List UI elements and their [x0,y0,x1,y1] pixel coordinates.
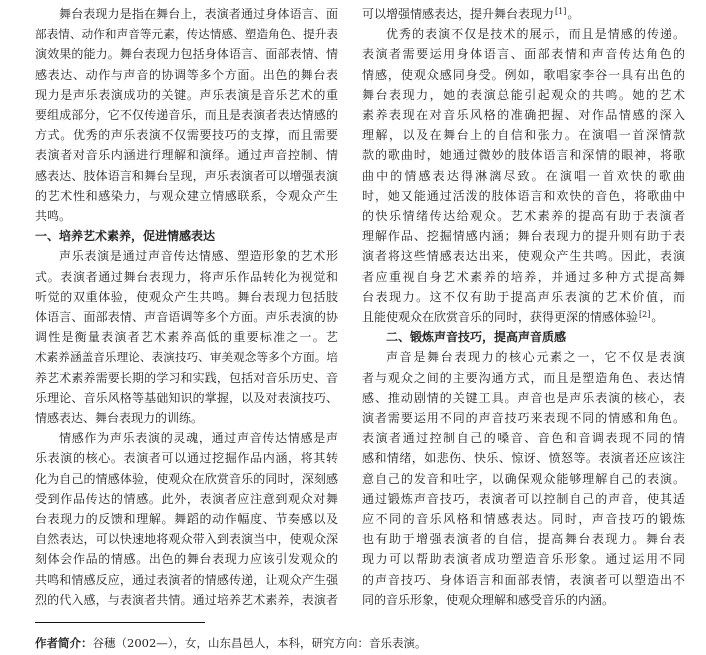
author-note [35,634,685,652]
line-punctuation: 。 [567,7,580,21]
text-line: 乐表演的核心。表演者可以通过挖掘作品内涵，将其转 [35,451,338,466]
text-line: 乐理论、音乐风格等基础知识的掌握，以及对表演技巧、 [35,390,338,405]
text-line: 者与观众之间的主要沟通方式，而且是塑造角色、表达情 [362,370,685,385]
text-line: 部表情、动作和声音等元素，传达情感、塑造角色、提升表 [35,27,338,42]
text-line: 情感表达、舞台表现力的训练。 [35,411,204,426]
paragraph-intro [35,4,338,226]
text-line: 优秀的表演不仅是技术的展示，而且是情感的传递。 [386,27,685,42]
text-line: 情感作为声乐表演的灵魂，通过声音传达情感是声 [59,431,338,446]
section-heading-2: 二、锻炼声音技巧，提高声音质感 [386,330,567,345]
text-line: 款的歌曲时，她通过微妙的肢体语言和深情的眼神，将歌 [362,148,685,163]
line-punctuation: 。 [651,310,664,325]
text-line: 者应重视自身艺术素养的培养，并通过多种方式提高舞 [362,269,685,284]
text-line: 感表达、肢体语言和舞台呈现，声乐表演者可以增强表演 [35,168,338,183]
right-column [362,4,685,610]
text-line: 素养表现在对音乐风格的准确把握、对作品情感的深入 [362,108,685,123]
text-line: 理解，以及在舞台上的自信和张力。在演唱一首深情款 [362,128,685,143]
paragraph-art-literacy [35,246,338,428]
text-line: 共鸣。 [35,209,72,224]
footnote-rule [35,622,205,623]
text-line: 自然表达，可以快速地将观众带入到表演当中，使观众深 [35,532,338,547]
line-text: 可以增强情感表达，提升舞台表现力 [362,7,555,21]
text-line: 舞台表现力，她的表演总能引起观众的共鸣。她的艺术 [362,87,685,102]
text-line: 台表现力。这不仅有助于提高声乐表演的艺术价值，而 [362,289,685,304]
text-line: 演效果的能力。舞台表现力包括身体语言、面部表情、情 [35,47,338,62]
text-line: 舞台表现力是指在舞台上，表演者通过身体语言、面 [59,7,338,21]
citation-marker: [1] [555,7,567,16]
text-line: 方式。优秀的声乐表演不仅需要技巧的支撑，而且需要 [35,128,338,143]
text-line: 体语言、面部表情、声音语调等多个方面。声乐表演的协 [35,310,338,325]
text-line: 式。表演者通过舞台表现力，将声乐作品转化为视觉和 [35,269,338,284]
author-note-label: 作者简介： [35,636,93,650]
text-line: 的声音技巧、身体语言和面部表情，表演者可以塑造出不 [362,572,685,587]
text-line: 意自己的发音和吐字，以确保观众能够理解自己的表演。 [362,471,685,486]
text-line: 也有助于增强表演者的自信，提高舞台表现力。舞台表 [362,532,685,547]
line-text: 且能使观众在欣赏音乐的同时，获得更深的情感体验 [362,310,639,325]
text-line: 化为自己的情感体验，使观众在欣赏音乐的同时，深刻感 [35,471,338,486]
text-line: 通过锻炼声音技巧，表演者可以控制自己的声音，使其适 [362,491,685,506]
text-line: 现力是声乐表演成功的关键。声乐表演是音乐艺术的重 [35,87,338,102]
author-note-text: 谷穗（2002—），女，山东昌邑人，本科，研究方向：音乐表演。 [92,636,427,650]
paragraph-performance-example [362,24,685,327]
text-line: 术素养涵盖音乐理论、表演技巧、审美观念等多个方面。培 [35,350,338,365]
text-line: 曲中的情感表达得淋漓尽致。在演唱一首欢快的歌曲 [362,168,685,183]
text-line: 感表达、动作与声音的协调等多个方面。出色的舞台表 [35,67,338,82]
text-line: 共鸣和情感反应，通过表演者的情感传递，让观众产生强 [35,572,338,587]
text-line: 演者需要运用不同的声音技巧来表现不同的情感和角色。 [362,411,685,426]
text-line: 刻体会作品的情感。出色的舞台表现力应该引发观众的 [35,552,338,567]
text-line [362,307,685,327]
citation-marker: [2] [639,310,651,320]
text-line: 受到作品传达的情感。此外，表演者应注意到观众对舞 [35,491,338,506]
text-line: 应不同的音乐风格和情感表达。同时，声音技巧的锻炼 [362,512,685,527]
text-line: 声乐表演是通过声音传达情感、塑造形象的艺术形 [59,249,338,264]
text-line: 情感，使观众感同身受。例如，歌唱家李谷一具有出色的 [362,67,685,82]
paragraph-vocal-technique [362,347,685,610]
text-line: 表演者通过控制自己的嗓音、音色和音调表现不同的情 [362,431,685,446]
text-line: 听觉的双重体验，使观众产生共鸣。舞台表现力包括肢 [35,289,338,304]
text-line: 调性是衡量表演者艺术素养高低的重要标准之一。艺 [35,330,338,345]
text-line: 表演者需要运用身体语言、面部表情和声音传达角色的 [362,47,685,62]
text-line: 表演者对音乐内涵进行理解和演绎。通过声音控制、情 [35,148,338,163]
paragraph-emotion [35,428,338,610]
text-line: 要组成部分，它不仅传递音乐，而且是表演者表达情感的 [35,108,338,123]
text-line: 感和情绪，如悲伤、快乐、惊讶、愤怒等。表演者还应该注 [362,451,685,466]
text-line [362,4,685,24]
text-line: 现力可以帮助表演者成功塑造音乐形象。通过运用不同 [362,552,685,567]
text-line: 理解作品、挖掘情感内涵；舞台表现力的提升则有助于表 [362,229,685,244]
text-line: 同的音乐形象，使观众理解和感受音乐的内涵。 [362,592,615,607]
text-line: 时，她又能通过活泼的肢体语言和欢快的音色，将歌曲中 [362,188,685,203]
text-line: 台表现力的反馈和理解。舞蹈的动作幅度、节奏感以及 [35,512,338,527]
section-heading-1: 一、培养艺术素养，促进情感表达 [35,229,216,244]
text-line: 声音是舞台表现力的核心元素之一，它不仅是表演 [386,350,685,365]
text-line: 烈的代入感，与表演者共情。通过培养艺术素养，表演者 [35,592,338,607]
text-line: 演者将这些情感表达出来，使观众产生共鸣。因此，表演 [362,249,685,264]
paragraph-emotion-continued [362,4,685,24]
left-column [35,4,338,610]
text-line: 感、推动剧情的关键工具。声音也是声乐表演的核心，表 [362,390,685,405]
text-line: 的快乐情绪传达给观众。艺术素养的提高有助于表演者 [362,209,685,224]
text-line: 养艺术素养需要长期的学习和实践，包括对音乐历史、音 [35,370,338,385]
text-line: 的艺术性和感染力，与观众建立情感联系，令观众产生 [35,188,338,203]
